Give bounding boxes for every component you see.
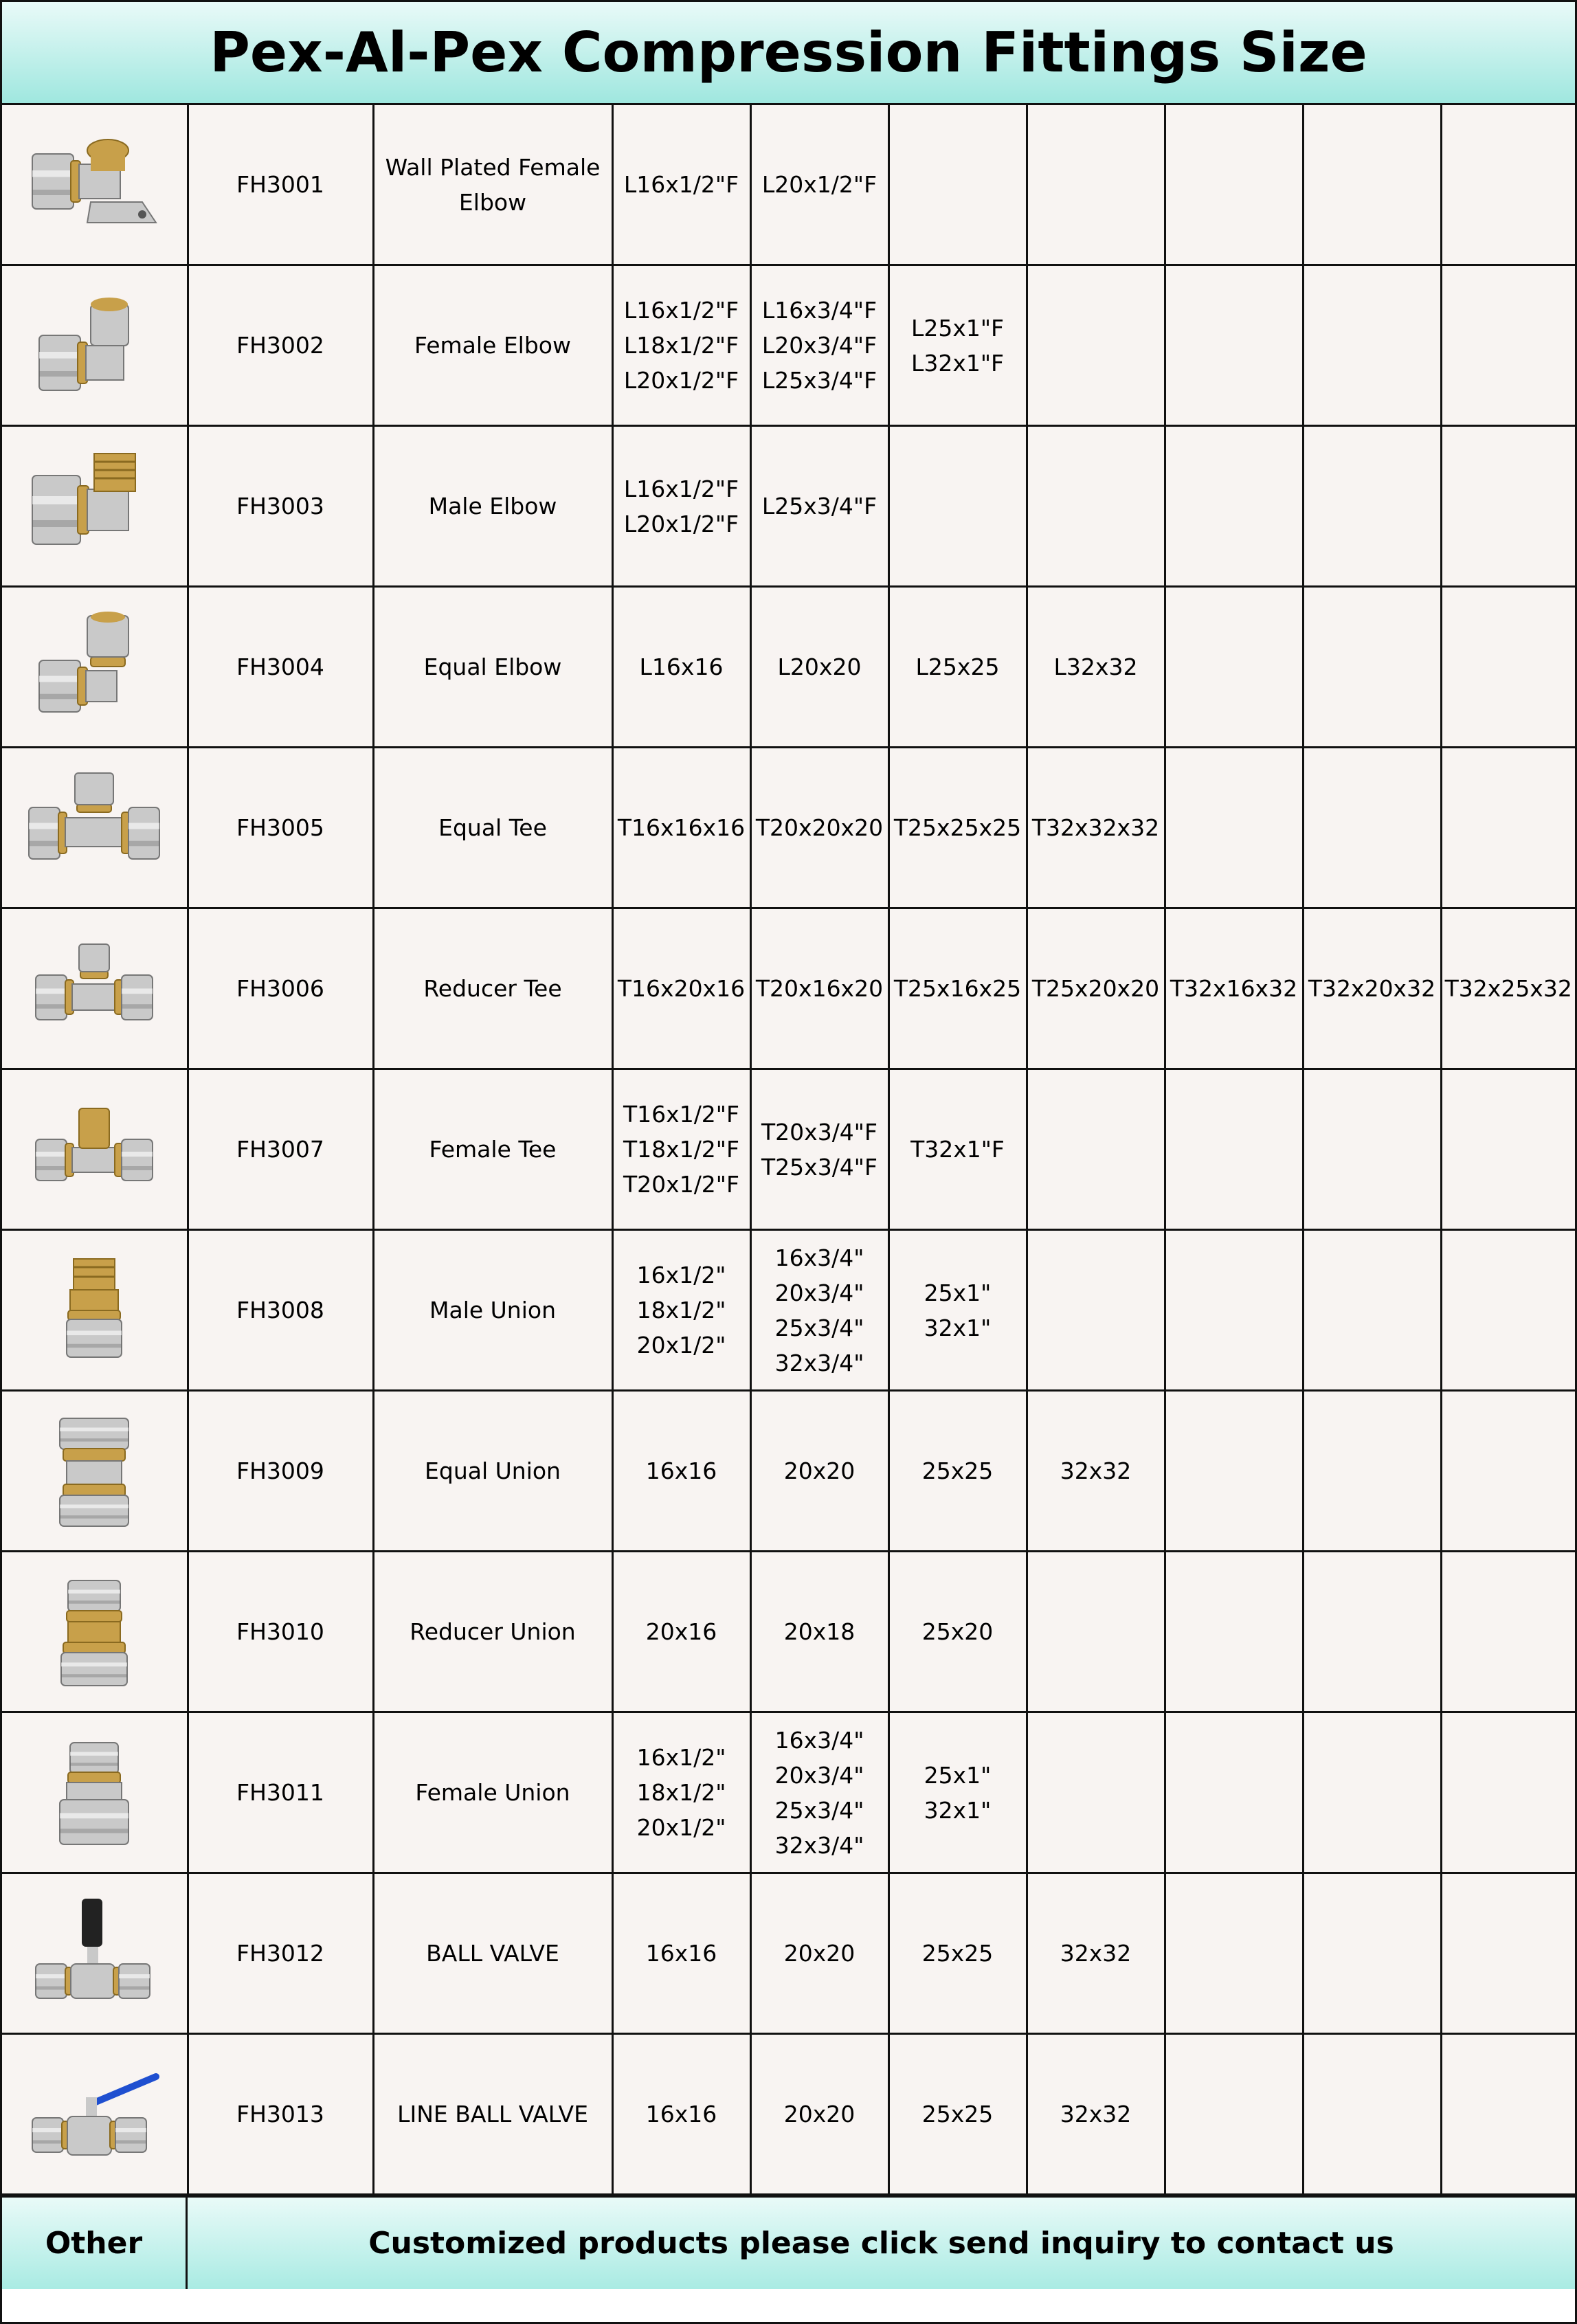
product-image (2, 1069, 188, 1230)
size-value: 16x3/4" (774, 1726, 864, 1754)
size-value: 16x16 (645, 2101, 717, 2127)
size-cell (1303, 1552, 1441, 1712)
size-value: L20x1/2"F (623, 510, 739, 537)
size-cell (1441, 426, 1575, 587)
size-value: L16x1/2"F (623, 475, 739, 502)
product-code: FH3003 (188, 426, 373, 587)
size-cell (1165, 748, 1303, 908)
size-value: 18x1/2" (636, 1297, 726, 1323)
size-cell (1303, 908, 1441, 1069)
size-cell (750, 2034, 888, 2195)
female-tee-icon (25, 1091, 163, 1208)
size-cell (1165, 1069, 1303, 1230)
size-value: L25x1"F (910, 314, 1005, 342)
size-cell (888, 908, 1027, 1069)
size-cell (612, 1712, 750, 1873)
size-value: 25x25 (921, 1457, 994, 1484)
size-value: 25x1" (924, 1279, 992, 1306)
size-value: L18x1/2"F (623, 332, 739, 359)
size-cell (750, 105, 888, 265)
wall-plated-elbow-icon (25, 126, 163, 243)
size-value: L20x1/2"F (761, 171, 877, 198)
product-image (2, 2034, 188, 2195)
product-code: FH3010 (188, 1552, 373, 1712)
size-cell (612, 265, 750, 426)
table-row (2, 1069, 1575, 1230)
size-cell (750, 748, 888, 908)
product-name: Male Elbow (373, 426, 612, 587)
size-cell (1027, 105, 1165, 265)
size-value: 20x20 (783, 2101, 855, 2127)
size-cell (1441, 1712, 1575, 1873)
size-cell (1165, 1712, 1303, 1873)
product-name: Equal Union (373, 1391, 612, 1552)
size-cell (1027, 1230, 1165, 1391)
product-image (2, 265, 188, 426)
male-union-icon (25, 1252, 163, 1369)
size-cell (1441, 587, 1575, 748)
product-image (2, 1552, 188, 1712)
size-cell (1441, 748, 1575, 908)
footer-label: Other (2, 2198, 188, 2289)
size-value: T32x32x32 (1031, 814, 1160, 841)
size-value: 32x3/4" (774, 1349, 864, 1376)
size-cell (1165, 1391, 1303, 1552)
size-cell (888, 426, 1027, 587)
product-code: FH3006 (188, 908, 373, 1069)
size-value: L25x3/4"F (761, 367, 877, 394)
size-value: T32x20x32 (1308, 975, 1436, 1002)
product-code: FH3013 (188, 2034, 373, 2195)
size-cell (1303, 1873, 1441, 2034)
size-value: 25x25 (921, 1940, 994, 1967)
size-cell (750, 1391, 888, 1552)
size-cell (1165, 105, 1303, 265)
size-cell (888, 1230, 1027, 1391)
product-image (2, 426, 188, 587)
size-cell (1441, 265, 1575, 426)
product-code: FH3005 (188, 748, 373, 908)
size-cell (1165, 908, 1303, 1069)
size-value: 16x1/2" (636, 1262, 726, 1288)
product-image (2, 1873, 188, 2034)
table-row (2, 2034, 1575, 2195)
size-cell (1027, 587, 1165, 748)
size-cell (612, 2034, 750, 2195)
size-cell (888, 748, 1027, 908)
size-value: T25x3/4"F (761, 1153, 877, 1181)
product-name: BALL VALVE (373, 1873, 612, 2034)
table-row (2, 1552, 1575, 1712)
size-value: T20x16x20 (755, 975, 884, 1002)
product-code: FH3002 (188, 265, 373, 426)
size-cell (750, 426, 888, 587)
equal-elbow-icon (25, 609, 163, 726)
size-cell (750, 265, 888, 426)
size-cell (1441, 1873, 1575, 2034)
size-cell (1027, 265, 1165, 426)
size-cell (888, 1712, 1027, 1873)
size-value: 25x3/4" (774, 1796, 864, 1824)
size-cell (1303, 587, 1441, 748)
table-row (2, 105, 1575, 265)
equal-union-icon (25, 1413, 163, 1530)
product-code: FH3007 (188, 1069, 373, 1230)
line-ball-valve-icon (25, 2056, 163, 2173)
size-value: T32x1"F (910, 1136, 1005, 1163)
size-value: L25x25 (915, 653, 1000, 680)
size-value: 16x1/2" (636, 1744, 726, 1771)
size-cell (1027, 1069, 1165, 1230)
size-cell (888, 1552, 1027, 1712)
size-cell (1441, 105, 1575, 265)
size-cell (888, 265, 1027, 426)
table-row (2, 1391, 1575, 1552)
size-value: L25x3/4"F (761, 493, 877, 519)
size-value: 32x1" (924, 1796, 992, 1824)
product-name: Reducer Union (373, 1552, 612, 1712)
product-code: FH3008 (188, 1230, 373, 1391)
size-value: L16x3/4"F (761, 297, 877, 324)
size-value: 25x20 (921, 1618, 994, 1645)
size-cell (750, 908, 888, 1069)
product-name: Female Tee (373, 1069, 612, 1230)
product-image (2, 105, 188, 265)
size-cell (1303, 2034, 1441, 2195)
size-value: 20x1/2" (636, 1814, 726, 1841)
size-value: 16x16 (645, 1457, 717, 1484)
product-code: FH3011 (188, 1712, 373, 1873)
male-elbow-icon (25, 448, 163, 565)
size-cell (1441, 1069, 1575, 1230)
size-value: 32x32 (1060, 2101, 1132, 2127)
size-cell (1441, 2034, 1575, 2195)
size-cell (750, 1712, 888, 1873)
product-code: FH3004 (188, 587, 373, 748)
product-code: FH3009 (188, 1391, 373, 1552)
size-cell (1027, 748, 1165, 908)
size-cell (888, 1873, 1027, 2034)
size-value: 32x1" (924, 1314, 992, 1341)
size-cell (1165, 265, 1303, 426)
size-value: 20x3/4" (774, 1279, 864, 1306)
product-name: Female Elbow (373, 265, 612, 426)
reducer-union-icon (25, 1574, 163, 1690)
size-value: 20x18 (783, 1618, 855, 1645)
size-value: T20x3/4"F (761, 1118, 877, 1146)
product-code: FH3001 (188, 105, 373, 265)
size-cell (612, 1873, 750, 2034)
table-row (2, 1230, 1575, 1391)
size-value: 25x3/4" (774, 1314, 864, 1341)
table-row (2, 587, 1575, 748)
table-row (2, 265, 1575, 426)
table-row (2, 1712, 1575, 1873)
size-cell (1303, 1230, 1441, 1391)
size-value: L32x1"F (910, 349, 1005, 377)
size-value: L16x16 (639, 653, 724, 680)
size-cell (1303, 426, 1441, 587)
size-cell (750, 1069, 888, 1230)
size-value: 20x16 (645, 1618, 717, 1645)
size-cell (612, 748, 750, 908)
size-value: 18x1/2" (636, 1779, 726, 1806)
size-value: L16x1/2"F (623, 171, 739, 198)
size-value: 20x20 (783, 1940, 855, 1967)
fittings-table (2, 105, 1575, 2195)
size-value: 20x3/4" (774, 1761, 864, 1789)
size-value: T16x20x16 (617, 975, 746, 1002)
equal-tee-icon (25, 770, 163, 886)
size-cell (750, 1873, 888, 2034)
size-cell (888, 587, 1027, 748)
table-row (2, 426, 1575, 587)
product-name: Wall Plated Female Elbow (373, 105, 612, 265)
product-image (2, 587, 188, 748)
product-code: FH3012 (188, 1873, 373, 2034)
size-value: L16x1/2"F (623, 297, 739, 324)
size-value: T20x20x20 (755, 814, 884, 841)
size-cell (888, 105, 1027, 265)
table-row (2, 908, 1575, 1069)
table-row (2, 748, 1575, 908)
product-name: Equal Tee (373, 748, 612, 908)
size-cell (1027, 908, 1165, 1069)
size-cell (1303, 748, 1441, 908)
size-cell (1303, 265, 1441, 426)
size-value: 32x32 (1060, 1940, 1132, 1967)
size-cell (888, 2034, 1027, 2195)
size-cell (1027, 1873, 1165, 2034)
product-image (2, 1391, 188, 1552)
size-cell (888, 1069, 1027, 1230)
product-name: Equal Elbow (373, 587, 612, 748)
size-cell (1303, 1069, 1441, 1230)
size-value: T25x20x20 (1031, 975, 1160, 1002)
product-image (2, 1230, 188, 1391)
size-cell (1303, 1391, 1441, 1552)
product-image (2, 1712, 188, 1873)
size-cell (888, 1391, 1027, 1552)
size-value: 16x3/4" (774, 1244, 864, 1271)
size-cell (1027, 1391, 1165, 1552)
size-value: L32x32 (1053, 653, 1138, 680)
size-cell (1027, 426, 1165, 587)
size-cell (1165, 1230, 1303, 1391)
size-cell (750, 1552, 888, 1712)
size-cell (612, 1069, 750, 1230)
size-value: 25x1" (924, 1761, 992, 1789)
size-value: L20x20 (777, 653, 862, 680)
size-cell (1441, 1230, 1575, 1391)
size-cell (1165, 587, 1303, 748)
ball-valve-icon (25, 1895, 163, 2012)
size-value: T16x16x16 (617, 814, 746, 841)
inquiry-message[interactable]: Customized products please click send inquiry to contact us (188, 2198, 1575, 2289)
size-value: T32x25x32 (1444, 975, 1572, 1002)
size-cell (612, 426, 750, 587)
size-cell (750, 587, 888, 748)
size-value: T32x16x32 (1170, 975, 1298, 1002)
size-value: T20x1/2"F (623, 1171, 739, 1198)
size-cell (1441, 1391, 1575, 1552)
size-cell (1027, 1712, 1165, 1873)
size-cell (1303, 105, 1441, 265)
size-value: T25x25x25 (893, 814, 1022, 841)
size-cell (612, 105, 750, 265)
female-elbow-icon (25, 287, 163, 404)
size-cell (1027, 2034, 1165, 2195)
size-cell (1027, 1552, 1165, 1712)
size-cell (1441, 908, 1575, 1069)
table-row (2, 1873, 1575, 2034)
size-cell (612, 587, 750, 748)
size-cell (1303, 1712, 1441, 1873)
product-image (2, 908, 188, 1069)
female-union-icon (25, 1734, 163, 1851)
size-value: T16x1/2"F (623, 1101, 739, 1128)
size-value: 25x25 (921, 2101, 994, 2127)
size-value: 32x3/4" (774, 1831, 864, 1859)
size-cell (1441, 1552, 1575, 1712)
size-cell (612, 1552, 750, 1712)
size-value: 32x32 (1060, 1457, 1132, 1484)
product-image (2, 748, 188, 908)
reducer-tee-icon (25, 930, 163, 1047)
size-value: 20x20 (783, 1457, 855, 1484)
footer-bar (2, 2195, 1575, 2289)
size-cell (612, 1391, 750, 1552)
size-cell (612, 1230, 750, 1391)
size-cell (1165, 2034, 1303, 2195)
size-value: L20x3/4"F (761, 332, 877, 359)
size-value: T18x1/2"F (623, 1136, 739, 1163)
page-title: Pex-Al-Pex Compression Fittings Size (2, 2, 1575, 105)
product-name: Female Union (373, 1712, 612, 1873)
product-name: LINE BALL VALVE (373, 2034, 612, 2195)
size-cell (1165, 1873, 1303, 2034)
size-value: 20x1/2" (636, 1332, 726, 1359)
product-name: Reducer Tee (373, 908, 612, 1069)
size-value: L20x1/2"F (623, 367, 739, 394)
product-name: Male Union (373, 1230, 612, 1391)
size-cell (750, 1230, 888, 1391)
size-cell (1165, 1552, 1303, 1712)
size-cell (612, 908, 750, 1069)
size-cell (1165, 426, 1303, 587)
size-value: T25x16x25 (893, 975, 1022, 1002)
size-value: 16x16 (645, 1940, 717, 1967)
